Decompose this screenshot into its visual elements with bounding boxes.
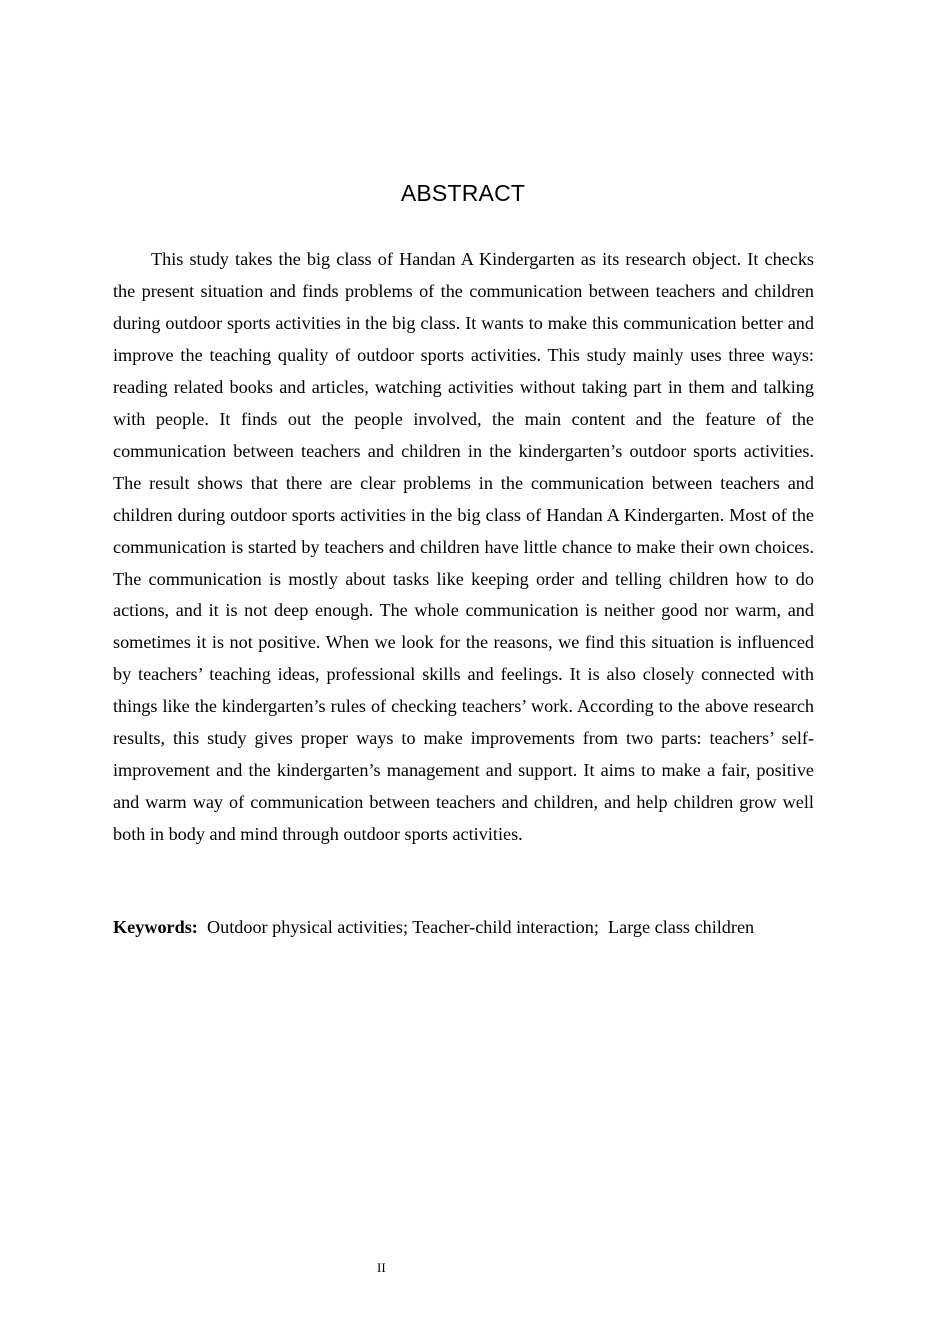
keywords-line [113, 912, 833, 942]
keywords-text: Outdoor physical activities; Teacher-child interaction; Large class children [197, 917, 755, 937]
abstract-title: ABSTRACT [400, 180, 526, 206]
page-number: II [377, 1260, 386, 1275]
keywords-label: Keywords: [113, 917, 198, 937]
abstract-body: This study takes the big class of Handan A Kindergarten as its research object. It checks the present situation and finds problems of the communication between teachers and children during outdoor sports activities in the big class. It wants to make this communication better and improve the teaching quality of outdoor sports activities. This study mainly uses three ways: reading related books and articles, watching activities without taking part in them and talking with people. It finds out the people involved, the main content and the feature of the communication between teachers and children in the kindergarten’s outdoor sports activities. The result shows that there are clear problems in the communication between teachers and children during outdoor sports activities in the big class of Handan A Kindergarten. Most of the communication is started by teachers and children have little chance to make their own choices. The communication is mostly about tasks like keeping order and telling children how to do actions, and it is not deep enough. The whole communication is neither good nor warm, and sometimes it is not positive. When we look for the reasons, we find this situation is influenced by teachers’ teaching ideas, professional skills and feelings. It is also closely connected with things like the kindergarten’s rules of checking teachers’ work. According to the above research results, this study gives proper ways to make improvements from two parts: teachers’ self-improvement and the kindergarten’s management and support. It aims to make a fair, positive and warm way of communication between teachers and children, and help children grow well both in body and mind through outdoor sports activities. [113, 249, 814, 845]
